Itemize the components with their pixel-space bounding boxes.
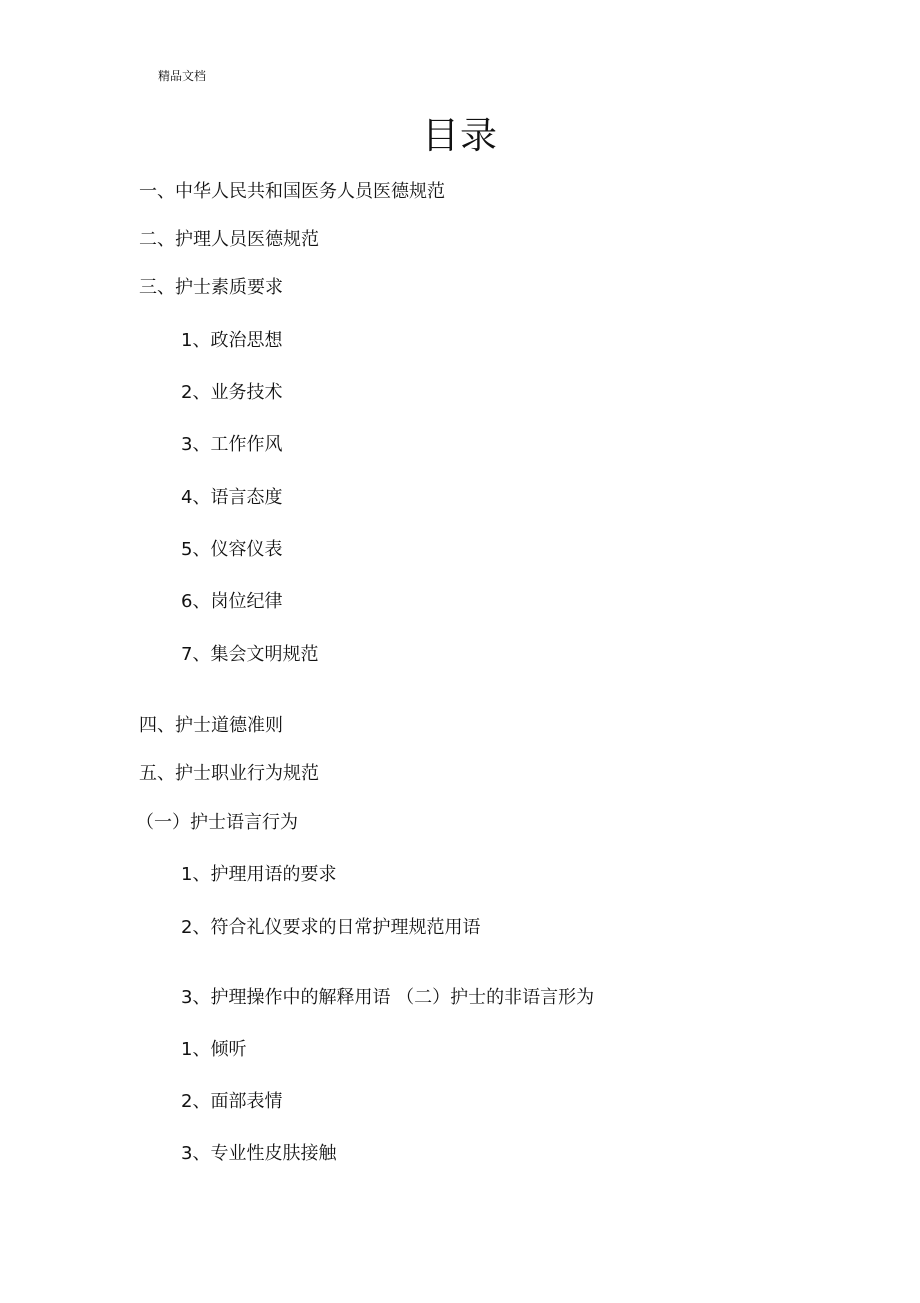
toc-item-section: 7、集会文明规范 bbox=[181, 644, 319, 665]
toc-item-section: 1、政治思想 bbox=[181, 330, 283, 351]
toc-item-chapter: 四、护士道德准则 bbox=[139, 715, 283, 736]
toc-item-section: 2、符合礼仪要求的日常护理规范用语 bbox=[181, 917, 481, 938]
page-title: 目录 bbox=[422, 114, 498, 157]
toc-item-section: 6、岗位纪律 bbox=[181, 591, 283, 612]
toc-item-chapter: 一、中华人民共和国医务人员医德规范 bbox=[139, 181, 445, 202]
toc-item-section: 3、护理操作中的解释用语 （二）护士的非语言形为 bbox=[181, 987, 595, 1008]
toc-item-section: 1、护理用语的要求 bbox=[181, 864, 337, 885]
toc-item-chapter: 二、护理人员医德规范 bbox=[139, 229, 319, 250]
toc-item-section: 1、倾听 bbox=[181, 1039, 247, 1060]
toc-item-chapter: 五、护士职业行为规范 bbox=[139, 763, 319, 784]
toc-item-section: 3、工作作风 bbox=[181, 434, 283, 455]
header-label: 精品文档 bbox=[158, 69, 207, 83]
toc-item-subchapter: （一）护士语言行为 bbox=[136, 812, 298, 833]
toc-item-section: 2、面部表情 bbox=[181, 1091, 283, 1112]
toc-item-section: 3、专业性皮肤接触 bbox=[181, 1143, 337, 1164]
toc-item-section: 4、语言态度 bbox=[181, 487, 283, 508]
toc-item-section: 5、仪容仪表 bbox=[181, 539, 283, 560]
toc-item-section: 2、业务技术 bbox=[181, 382, 283, 403]
toc-item-chapter: 三、护士素质要求 bbox=[139, 277, 283, 298]
